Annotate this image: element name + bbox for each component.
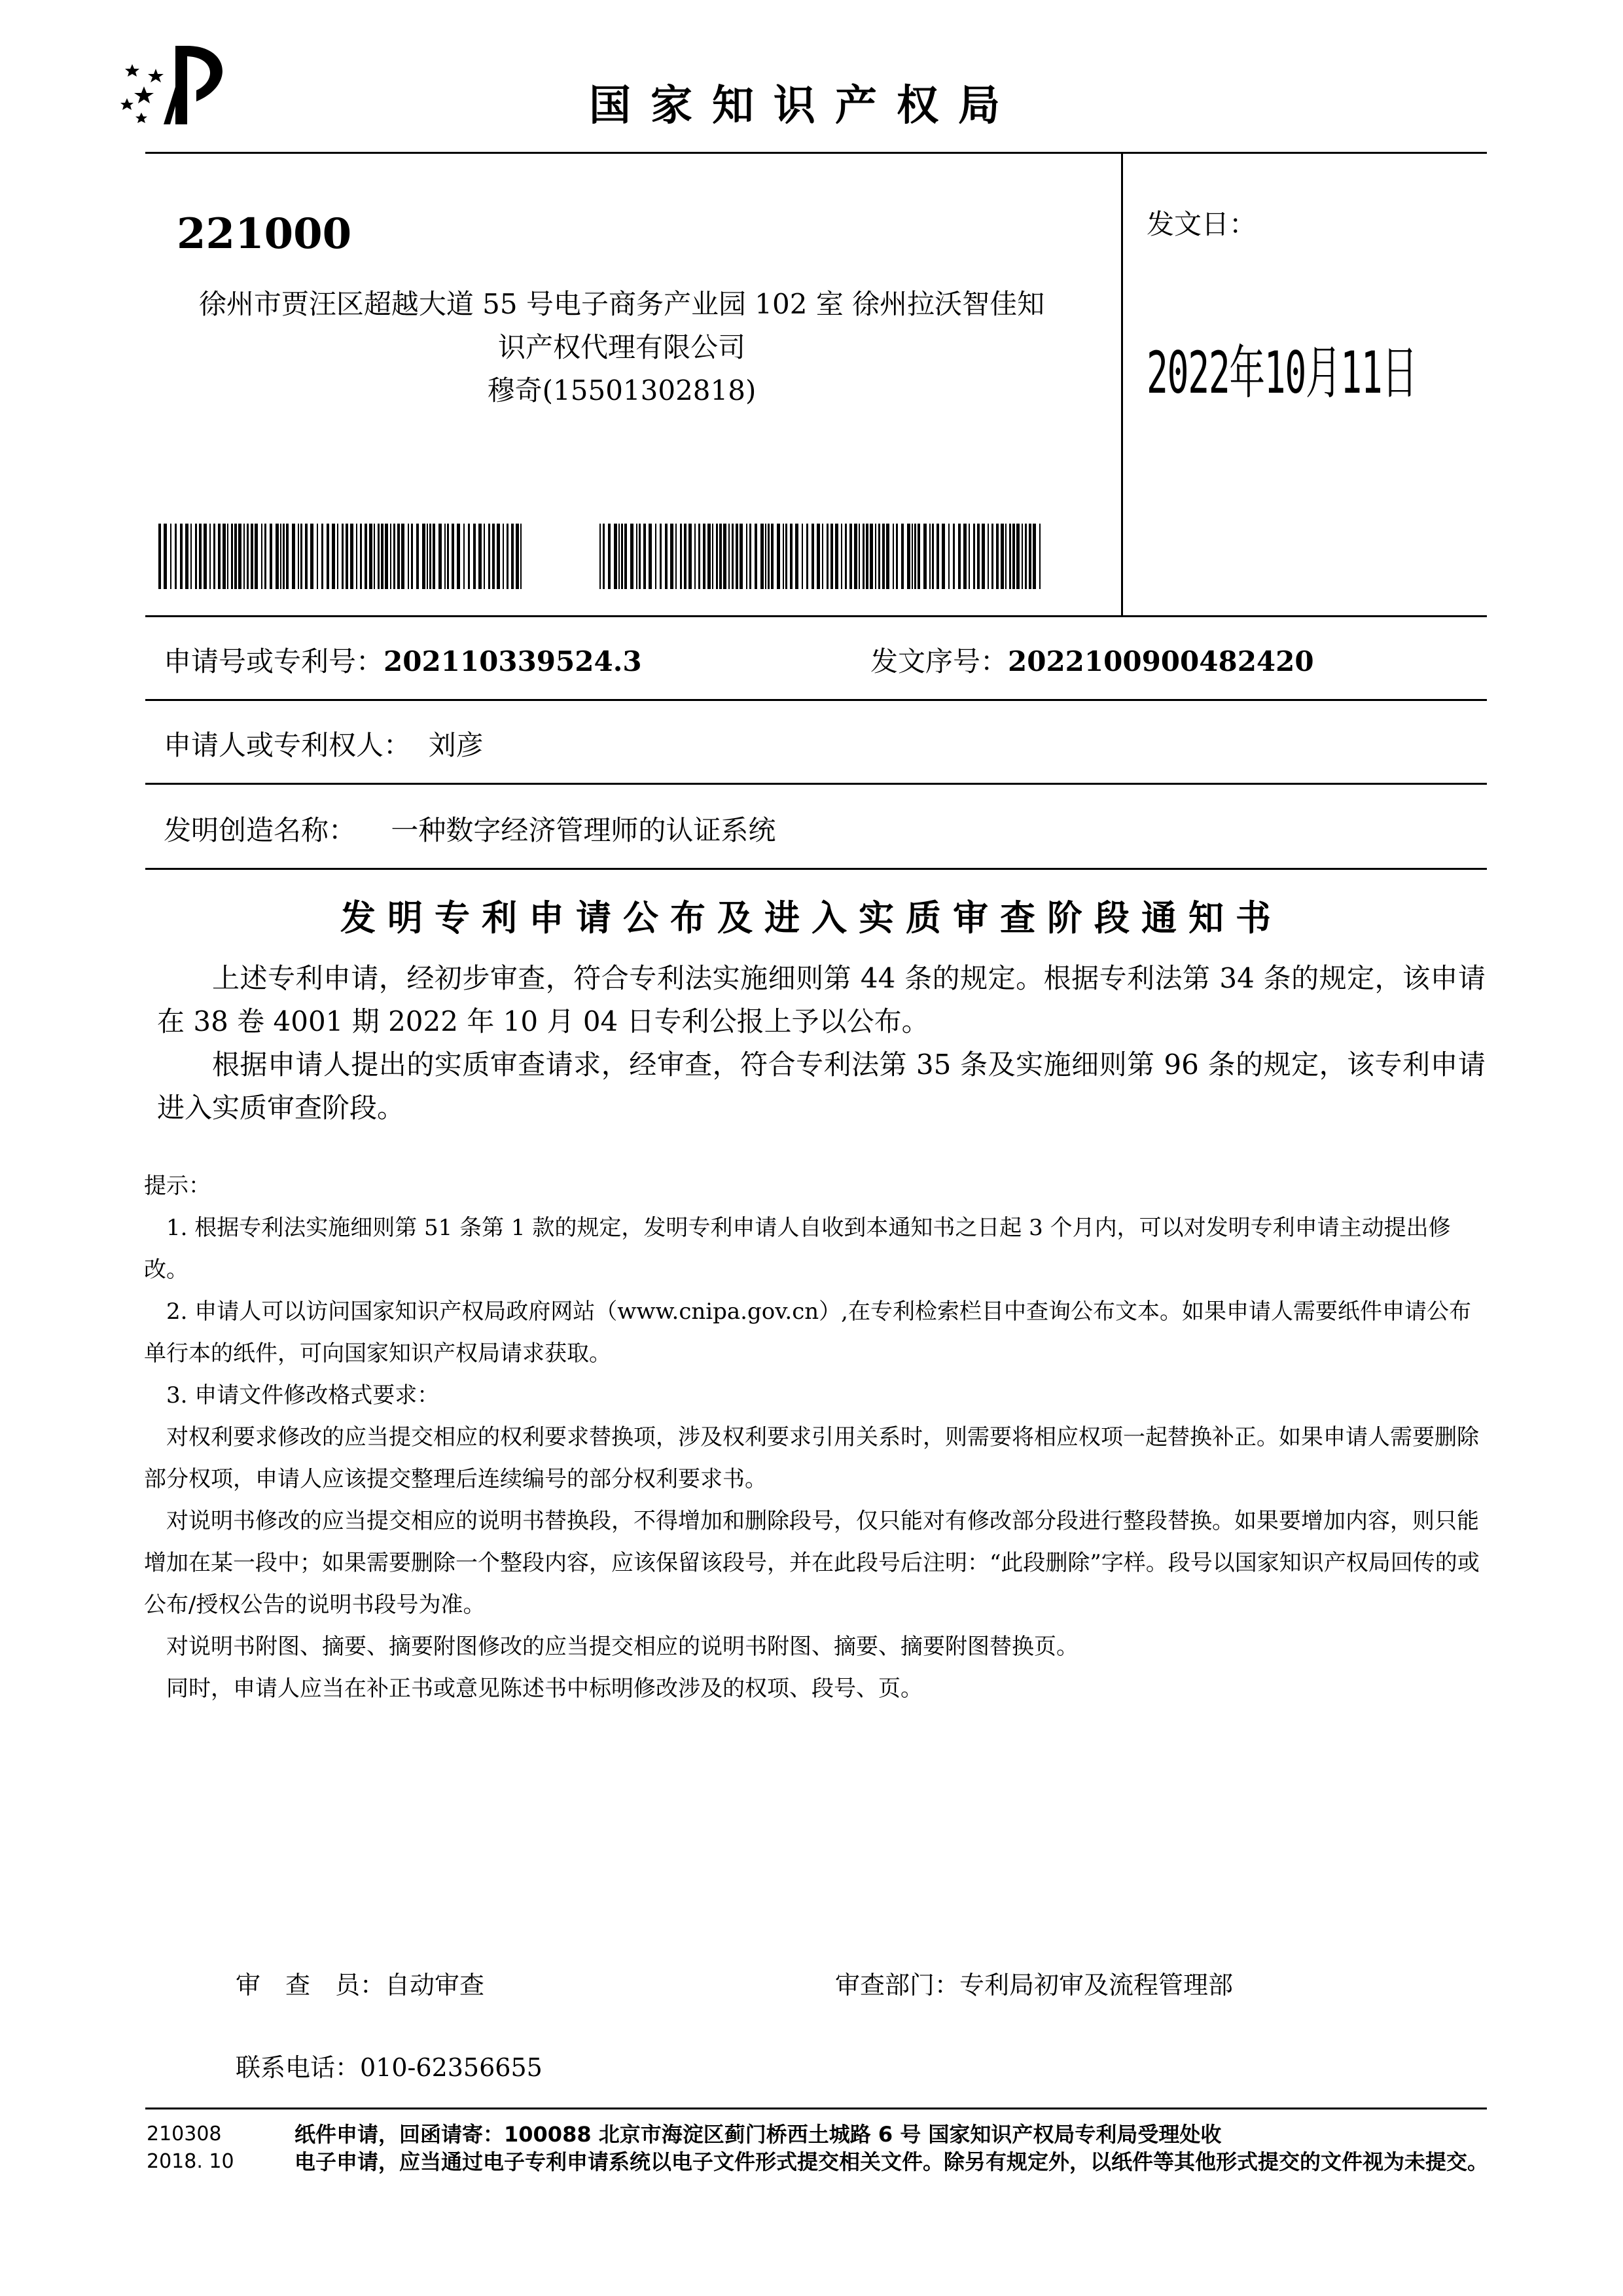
barcode-bar bbox=[317, 524, 318, 589]
barcode-bar bbox=[675, 524, 677, 589]
barcode-bar bbox=[684, 524, 687, 589]
barcode-bar bbox=[478, 524, 482, 589]
tip-item-2: 2. 申请人可以访问国家知识产权局政府网站（www.cnipa.gov.cn）,在专利检索栏目中查询公布文本。如果申请人需要纸件申请公布单行本的纸件，可向国家知识产权局请求获取。 bbox=[144, 1299, 1471, 1367]
barcode-bar bbox=[261, 524, 262, 589]
barcode-bar bbox=[231, 524, 233, 589]
barcode-bar bbox=[199, 524, 202, 589]
barcode-bar bbox=[251, 524, 253, 589]
barcode-bar bbox=[350, 524, 353, 589]
barcode-bar bbox=[270, 524, 272, 589]
barcode-bar bbox=[433, 524, 435, 589]
tips-heading: 提示： bbox=[144, 1173, 211, 1199]
barcode-bar bbox=[327, 524, 329, 589]
barcode-bar bbox=[746, 524, 747, 589]
examiner: 自动审查 bbox=[385, 1971, 485, 2000]
barcode-bar bbox=[457, 524, 460, 589]
section-rule-1 bbox=[145, 615, 1487, 617]
barcode-bar bbox=[812, 524, 814, 589]
barcode-bar bbox=[378, 524, 380, 589]
barcode-bar bbox=[988, 524, 989, 589]
barcode-bar bbox=[310, 524, 313, 589]
header-divider bbox=[1121, 152, 1123, 617]
barcode-bar bbox=[878, 524, 880, 589]
barcode-bar bbox=[614, 524, 617, 589]
barcode-bar bbox=[660, 524, 662, 589]
barcode-bar bbox=[213, 524, 215, 589]
barcode-bar bbox=[247, 524, 249, 589]
barcode-bar bbox=[859, 524, 860, 589]
barcode-bar bbox=[630, 524, 633, 589]
barcode-bar bbox=[958, 524, 961, 589]
notice-title: 发明专利申请公布及进入实质审查阶段通知书 bbox=[340, 897, 1283, 939]
barcode-bar bbox=[438, 524, 442, 589]
postal-code: 221000 bbox=[177, 209, 352, 259]
barcode-bar bbox=[736, 524, 738, 589]
barcode-bar bbox=[802, 524, 803, 589]
barcode-bar bbox=[292, 524, 295, 589]
barcode-bar bbox=[185, 524, 188, 589]
agency-name: 国家知识产权局 bbox=[589, 82, 1020, 130]
barcode-bar bbox=[639, 524, 641, 589]
barcode-bar bbox=[882, 524, 885, 589]
barcode-bar bbox=[854, 524, 857, 589]
barcode-bar bbox=[1039, 524, 1041, 589]
barcode-bar bbox=[830, 524, 833, 589]
barcode-bar bbox=[342, 524, 344, 589]
barcode-bar bbox=[636, 524, 637, 589]
barcode-bar bbox=[716, 524, 718, 589]
barcode-bar bbox=[688, 524, 692, 589]
barcode-bar bbox=[835, 524, 838, 589]
barcode-bar bbox=[841, 524, 842, 589]
barcode-bar bbox=[374, 524, 375, 589]
barcode-bar bbox=[365, 524, 367, 589]
barcode-bar bbox=[1016, 524, 1020, 589]
barcode-bar bbox=[280, 524, 281, 589]
serial-no: 2022100900482420 bbox=[1008, 645, 1314, 677]
barcode-bar bbox=[918, 524, 920, 589]
footer-rule bbox=[145, 2108, 1487, 2109]
barcode-bar bbox=[1029, 524, 1031, 589]
barcode-bar bbox=[463, 524, 465, 589]
barcode-bar bbox=[416, 524, 419, 589]
serial-no-label: 发文序号： bbox=[870, 645, 1008, 677]
barcode-bar bbox=[369, 524, 372, 589]
barcode-bar bbox=[783, 524, 784, 589]
address-line-2: 识产权代理有限公司 bbox=[497, 331, 745, 363]
barcode-bar bbox=[520, 524, 522, 589]
barcode-bar bbox=[321, 524, 323, 589]
barcode-bar bbox=[444, 524, 446, 589]
examiner-row bbox=[236, 1965, 484, 2001]
barcode-bar bbox=[283, 524, 285, 589]
barcode-bar bbox=[768, 524, 770, 589]
barcode-bar bbox=[429, 524, 431, 589]
barcode-bar bbox=[795, 524, 798, 589]
barcode-bar bbox=[356, 524, 357, 589]
application-no-label: 申请号或专利号： bbox=[164, 645, 384, 677]
barcode-bar bbox=[806, 524, 808, 589]
barcode-bar bbox=[896, 524, 898, 589]
barcode-bar bbox=[875, 524, 876, 589]
barcode-bar bbox=[649, 524, 652, 589]
barcode-bar bbox=[932, 524, 934, 589]
barcode-bar bbox=[719, 524, 722, 589]
tips-section bbox=[144, 1165, 1492, 1710]
barcode-bar bbox=[608, 524, 611, 589]
barcode-bar bbox=[977, 524, 980, 589]
barcode-bar bbox=[912, 524, 913, 589]
invention-label: 发明创造名称： bbox=[164, 814, 357, 846]
barcode-bar bbox=[158, 524, 161, 589]
barcode-bar bbox=[643, 524, 646, 589]
barcode-bar bbox=[942, 524, 945, 589]
serial-no-row bbox=[870, 640, 1314, 679]
barcode-bar bbox=[497, 524, 500, 589]
applicant-row bbox=[164, 724, 484, 763]
barcode-bar bbox=[381, 524, 383, 589]
barcode-bar bbox=[516, 524, 519, 589]
tip-item-1: 1. 根据专利法实施细则第 51 条第 1 款的规定，发明专利申请人自收到本通知书之日起 3 个月内，可以对发明专利申请主动提出修改。 bbox=[144, 1215, 1451, 1283]
barcode-bar bbox=[507, 524, 508, 589]
barcode-bar bbox=[698, 524, 700, 589]
footer-code-2: 2018. 10 bbox=[147, 2150, 234, 2173]
barcode-bar bbox=[732, 524, 734, 589]
barcode-bar bbox=[845, 524, 847, 589]
barcode-bar bbox=[723, 524, 726, 589]
barcode-bar bbox=[164, 524, 167, 589]
application-no-row bbox=[164, 640, 642, 679]
barcode-bar bbox=[670, 524, 673, 589]
barcode-bar bbox=[624, 524, 627, 589]
barcode-bar bbox=[264, 524, 266, 589]
barcode-bar bbox=[948, 524, 950, 589]
barcode-bar bbox=[982, 524, 985, 589]
barcode-bar bbox=[771, 524, 774, 589]
barcode-bar bbox=[300, 524, 302, 589]
barcode-bar bbox=[511, 524, 514, 589]
barcode-bar bbox=[822, 524, 823, 589]
barcode-bar bbox=[298, 524, 299, 589]
examiner-label: 审 查 员： bbox=[236, 1971, 385, 2000]
barcode-bar bbox=[1022, 524, 1023, 589]
barcode-bar bbox=[785, 524, 787, 589]
barcode-bar bbox=[712, 524, 713, 589]
barcode-bar bbox=[190, 524, 192, 589]
barcode-bar bbox=[484, 524, 485, 589]
dispatch-date-label: 发文日： bbox=[1147, 208, 1257, 240]
invention-row bbox=[164, 809, 776, 848]
barcode-bar bbox=[385, 524, 388, 589]
barcode-bar bbox=[1005, 524, 1007, 589]
barcode-bar bbox=[1025, 524, 1027, 589]
barcode-bar bbox=[346, 524, 348, 589]
notice-paragraph-2: 根据申请人提出的实质审查请求，经审查，符合专利法第 35 条及实施细则第 96 条的规定，该专利申请进入实质审查阶段。 bbox=[157, 1049, 1486, 1124]
barcode-bar bbox=[223, 524, 226, 589]
section-rule-3 bbox=[145, 783, 1487, 785]
barcode-bar bbox=[599, 524, 601, 589]
barcode-bar bbox=[655, 524, 656, 589]
barcode-bar bbox=[195, 524, 197, 589]
barcode-bar bbox=[665, 524, 668, 589]
barcode-bar bbox=[1033, 524, 1036, 589]
phone-label: 联系电话： bbox=[236, 2053, 361, 2082]
barcode-bar bbox=[760, 524, 764, 589]
barcode-bar bbox=[209, 524, 211, 589]
department-label: 审查部门： bbox=[835, 1971, 960, 2000]
barcode-bar bbox=[790, 524, 793, 589]
barcode-bar bbox=[397, 524, 400, 589]
barcode-bar bbox=[492, 524, 495, 589]
address-line-1: 徐州市贾汪区超越大道 55 号电子商务产业园 102 室 徐州拉沃智佳知 bbox=[198, 288, 1045, 320]
tip-item-3c: 对说明书附图、摘要、摘要附图修改的应当提交相应的说明书附图、摘要、摘要附图替换页。 bbox=[166, 1634, 1079, 1660]
barcode-bar bbox=[468, 524, 470, 589]
barcode-bar bbox=[893, 524, 894, 589]
barcode-bar bbox=[360, 524, 362, 589]
barcode-bar bbox=[680, 524, 682, 589]
barcode-bar bbox=[963, 524, 967, 589]
contact-line: 穆奇(15501302818) bbox=[487, 374, 757, 406]
footer-line-1: 纸件申请，回函请寄：100088 北京市海淀区蓟门桥西土城路 6 号 国家知识产权局专利局受理处收 bbox=[294, 2122, 1222, 2147]
barcode-bar bbox=[870, 524, 873, 589]
barcode-bar bbox=[901, 524, 904, 589]
barcode-bar bbox=[452, 524, 454, 589]
barcode-bar bbox=[817, 524, 820, 589]
barcode-bar bbox=[707, 524, 711, 589]
cnipa-logo bbox=[118, 39, 242, 131]
barcode-bar bbox=[390, 524, 391, 589]
tip-item-3b: 对说明书修改的应当提交相应的说明书替换段，不得增加和删除段号，仅只能对有修改部分段进行整段替换。如果要增加内容，则只能增加在某一段中；如果需要删除一个整段内容，应该保留该段号，并在此段号后注明：“此段删除”字样。段号以国家知识产权局回传的或公布/授权公告的说明书段号为准。 bbox=[144, 1508, 1480, 1618]
barcode-bar bbox=[1001, 524, 1004, 589]
footer-code-1: 210308 bbox=[147, 2123, 222, 2145]
barcode-bar bbox=[969, 524, 970, 589]
barcode-bar bbox=[740, 524, 743, 589]
barcode-bar bbox=[204, 524, 207, 589]
barcode-bar bbox=[765, 524, 766, 589]
barcode-bar bbox=[180, 524, 183, 589]
barcode-bar bbox=[243, 524, 245, 589]
barcode-bar bbox=[755, 524, 757, 589]
barcode-bar bbox=[170, 524, 171, 589]
barcode-bar bbox=[238, 524, 241, 589]
barcode-bar bbox=[936, 524, 939, 589]
barcode-bar bbox=[227, 524, 228, 589]
barcode-bar bbox=[621, 524, 623, 589]
barcode-bar bbox=[923, 524, 927, 589]
tip-item-3d: 同时，申请人应当在补正书或意见陈述书中标明修改涉及的权项、段号、页。 bbox=[166, 1676, 923, 1702]
department-row bbox=[835, 1965, 1233, 2001]
barcode-bar bbox=[914, 524, 916, 589]
phone-row bbox=[236, 2047, 543, 2083]
barcode-bar bbox=[749, 524, 751, 589]
barcode-bar bbox=[886, 524, 889, 589]
barcode-bar bbox=[703, 524, 705, 589]
barcode-bar bbox=[218, 524, 221, 589]
barcode-bar bbox=[305, 524, 308, 589]
invention: 一种数字经济管理师的认证系统 bbox=[391, 814, 776, 846]
application-no: 202110339524.3 bbox=[383, 645, 642, 677]
barcode-bar bbox=[907, 524, 910, 589]
section-rule-2 bbox=[145, 699, 1487, 701]
footer-line-2: 电子申请，应当通过电子专利申请系统以电子文件形式提交相关文件。除另有规定外，以纸件等其他形式提交的文件视为未提交。 bbox=[294, 2149, 1489, 2174]
barcode-bar bbox=[255, 524, 258, 589]
barcode-bar bbox=[503, 524, 504, 589]
phone: 010-62356655 bbox=[360, 2053, 543, 2082]
barcode-bar bbox=[777, 524, 780, 589]
barcode-bar bbox=[337, 524, 338, 589]
barcode-bar bbox=[411, 524, 413, 589]
barcode-bar bbox=[175, 524, 177, 589]
tip-item-3: 3. 申请文件修改格式要求： bbox=[166, 1382, 440, 1408]
barcode-bar bbox=[603, 524, 605, 589]
barcode-bar bbox=[618, 524, 620, 589]
barcode-bar bbox=[991, 524, 993, 589]
barcode-bar bbox=[427, 524, 428, 589]
barcode-bar bbox=[488, 524, 490, 589]
barcode-bar bbox=[401, 524, 404, 589]
header-rule bbox=[145, 152, 1487, 154]
barcode-bar bbox=[866, 524, 868, 589]
dispatch-date-value: 2022年10月11日 bbox=[1147, 339, 1417, 406]
notice-paragraph-1: 上述专利申请，经初步审查，符合专利法实施细则第 44 条的规定。根据专利法第 34 条的规定，该申请在 38 卷 4001 期 2022 年 10 月 04 日专利公报上予以公布。 bbox=[157, 962, 1486, 1037]
section-rule-4 bbox=[145, 868, 1487, 870]
barcode-bar bbox=[1009, 524, 1011, 589]
applicant: 刘彦 bbox=[428, 729, 484, 761]
barcode-bar bbox=[422, 524, 425, 589]
barcode-right bbox=[599, 524, 1044, 589]
barcode-bar bbox=[286, 524, 289, 589]
barcode-bar bbox=[276, 524, 279, 589]
barcode-bar bbox=[473, 524, 476, 589]
barcode-bar bbox=[973, 524, 975, 589]
barcode-bar bbox=[694, 524, 696, 589]
barcode-bar bbox=[393, 524, 395, 589]
barcode-bar bbox=[234, 524, 237, 589]
barcode-bar bbox=[929, 524, 931, 589]
barcode-bar bbox=[332, 524, 335, 589]
department: 专利局初审及流程管理部 bbox=[959, 1971, 1234, 2000]
barcode-bar bbox=[953, 524, 955, 589]
barcode-bar bbox=[447, 524, 449, 589]
barcode-bar bbox=[827, 524, 829, 589]
tip-item-3a: 对权利要求修改的应当提交相应的权利要求替换项，涉及权利要求引用关系时，则需要将相应权项一起替换补正。如果申请人需要删除部分权项，申请人应该提交整理后连续编号的部分权利要求书。 bbox=[144, 1424, 1479, 1492]
barcode-bar bbox=[408, 524, 409, 589]
barcode-bar bbox=[1012, 524, 1015, 589]
barcode-left bbox=[158, 524, 525, 589]
barcode-bar bbox=[849, 524, 852, 589]
barcode-bar bbox=[863, 524, 865, 589]
barcode-bar bbox=[996, 524, 999, 589]
applicant-label: 申请人或专利权人： bbox=[164, 729, 412, 761]
barcode-bar bbox=[728, 524, 730, 589]
